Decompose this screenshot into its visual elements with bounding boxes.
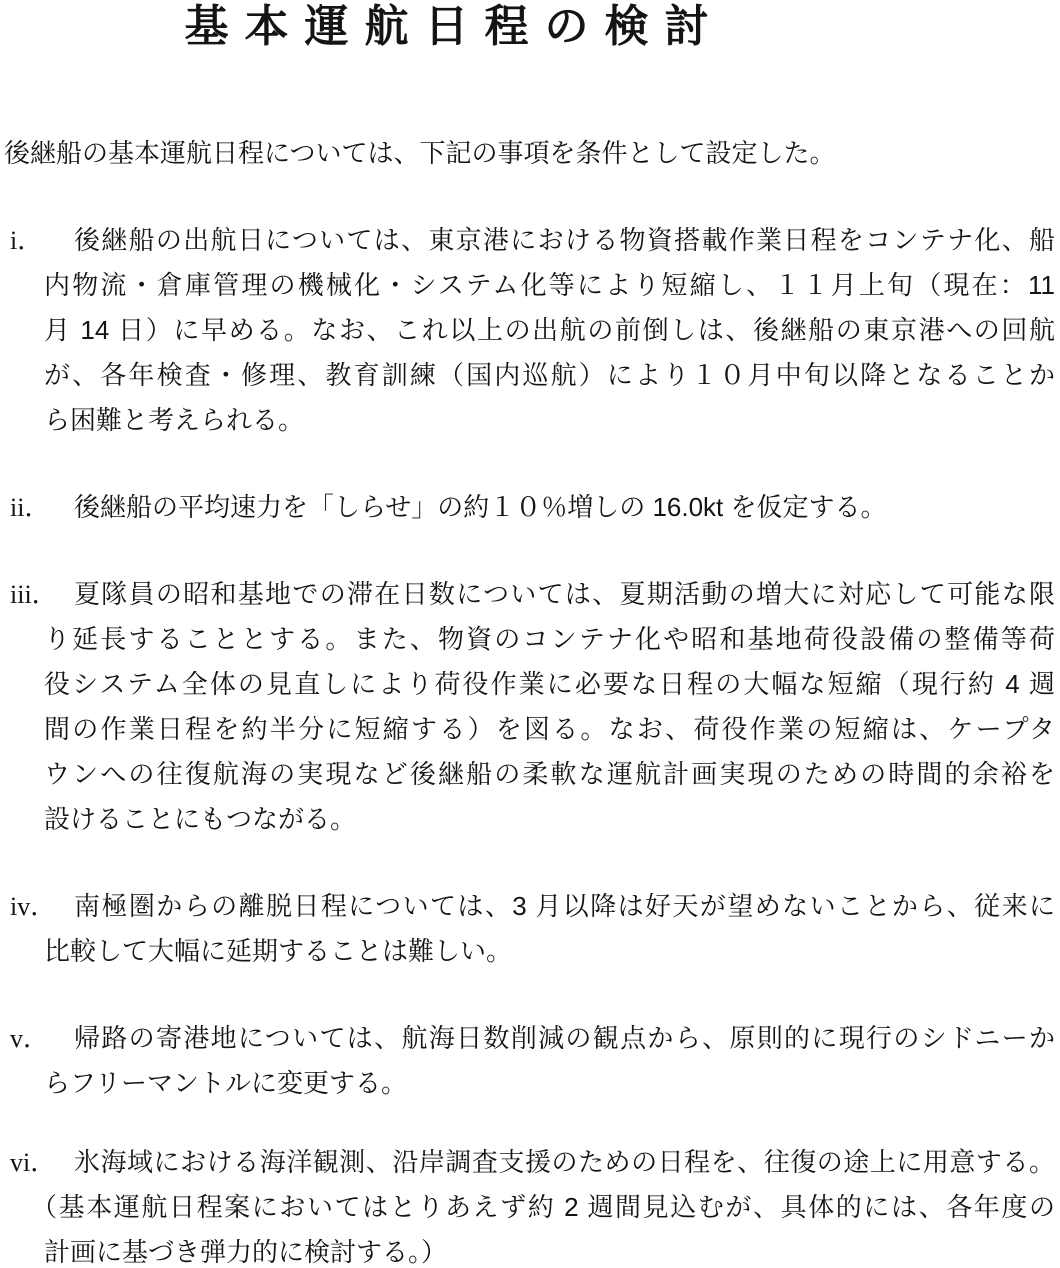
item-line: 計画に基づき弾力的に検討する。）	[44, 1237, 448, 1267]
item-line: （基本運航日程案においてはとりあえず約 2 週間見込むが、具体的には、各年度の	[31, 1192, 1055, 1222]
item-line: らフリーマントルに変更する。	[44, 1068, 407, 1098]
intro-paragraph: 後継船の基本運航日程については、下記の事項を条件として設定した。	[4, 138, 836, 168]
list-item-i	[4, 218, 1055, 443]
item-line: 後継船の出航日については、東京港における物資搭載作業日程をコンテナ化、船	[74, 225, 1055, 255]
item-marker-i: i．	[10, 226, 44, 255]
page-title: 基本運航日程の検討	[184, 2, 725, 51]
item-marker-iii: iii．	[10, 580, 58, 609]
item-marker-v: v．	[10, 1024, 50, 1053]
item-line: ら困難と考えられる。	[44, 405, 305, 435]
item-line: 後継船の平均速力を「しらせ」の約１０％増しの 16.0kt を仮定する。	[74, 492, 887, 522]
item-line: 氷海域における海洋観測、沿岸調査支援のための日程を、往復の途上に用意する。	[74, 1147, 1055, 1177]
item-line: 夏隊員の昭和基地での滞在日数については、夏期活動の増大に対応して可能な限	[74, 579, 1055, 609]
item-marker-ii: ii．	[10, 493, 51, 522]
item-line: が、各年検査・修理、教育訓練（国内巡航）により１０月中旬以降となることか	[44, 360, 1055, 390]
item-marker-iv: iv．	[10, 892, 57, 921]
item-line: 設けることにもつながる。	[44, 804, 357, 834]
list-item-ii	[4, 485, 1055, 530]
item-line: 間の作業日程を約半分に短縮する）を図る。なお、荷役作業の短縮は、ケープタ	[44, 714, 1055, 744]
item-line: 比較して大幅に延期することは難しい。	[44, 936, 513, 966]
list-item-iii	[4, 572, 1055, 842]
list-item-v	[4, 1016, 1055, 1106]
item-line: ウンへの往復航海の実現など後継船の柔軟な運航計画実現のための時間的余裕を	[44, 759, 1055, 789]
item-line: 役システム全体の見直しにより荷役作業に必要な日程の大幅な短縮（現行約 4 週	[44, 669, 1055, 699]
item-line: 内物流・倉庫管理の機械化・システム化等により短縮し、１１月上旬（現在：11	[44, 270, 1055, 300]
item-line: 南極圏からの離脱日程については、3 月以降は好天が望めないことから、従来に	[74, 891, 1055, 921]
item-line: り延長することとする。また、物資のコンテナ化や昭和基地荷役設備の整備等荷	[44, 624, 1055, 654]
item-line: 帰路の寄港地については、航海日数削減の観点から、原則的に現行のシドニーか	[74, 1023, 1055, 1053]
list-item-vi	[4, 1140, 1055, 1268]
item-line: 月 14 日）に早める。なお、これ以上の出航の前倒しは、後継船の東京港への回航	[44, 315, 1055, 345]
item-marker-vi: vi．	[10, 1148, 57, 1177]
list-item-iv	[4, 884, 1055, 974]
